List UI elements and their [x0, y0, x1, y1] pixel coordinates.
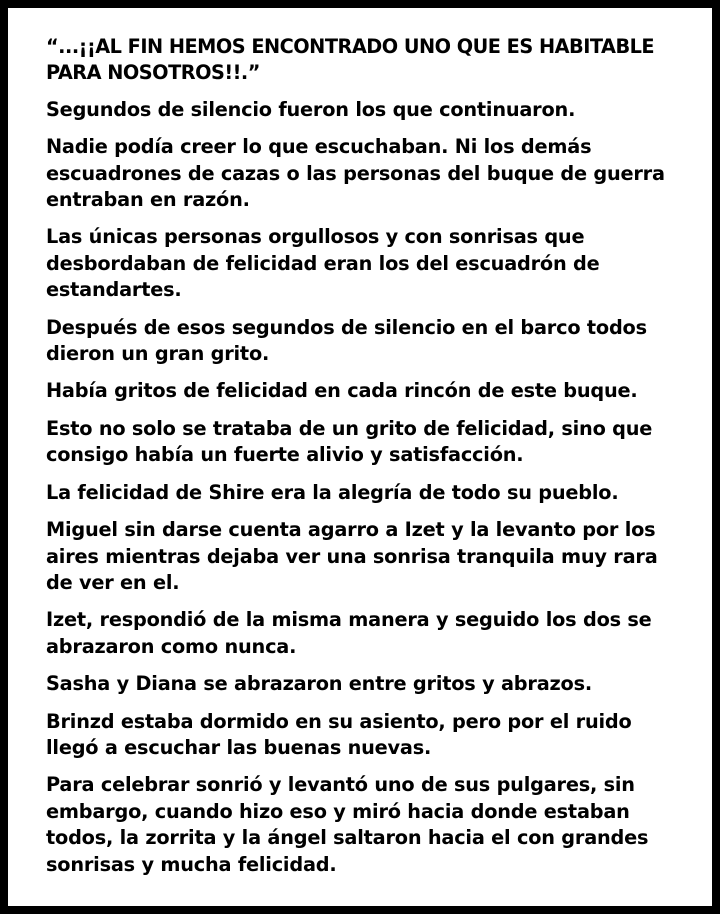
- paragraph-silence: Segundos de silencio fueron los que continuaron.: [46, 97, 576, 121]
- paragraph-brinzd-asleep: Brinzd estaba dormido en su asiento, pero por el ruido llegó a escuchar las buenas nuevas.: [46, 709, 632, 759]
- paragraph-miguel-izet: Miguel sin darse cuenta agarro a Izet y la levanto por los aires mientras dejaba ver una sonrisa tranquila muy rara de ver en el.: [46, 518, 658, 594]
- paragraph-relief: Esto no solo se trataba de un grito de felicidad, sino que consigo había un fuerte alivio y satisfacción.: [46, 416, 653, 467]
- paragraph-shouts-everywhere: Había gritos de felicidad en cada rincón de este buque.: [46, 379, 638, 403]
- paragraph-izet-hug: Izet, respondió de la misma manera y seguido los dos se abrazaron como nunca.: [46, 608, 652, 658]
- paragraph-great-shout: Después de esos segundos de silencio en el barco todos dieron un gran grito.: [46, 315, 647, 366]
- paragraph-shire-joy: La felicidad de Shire era la alegría de todo su pueblo.: [46, 480, 619, 504]
- paragraph-sasha-diana: Sasha y Diana se abrazaron entre gritos y abrazos.: [46, 672, 592, 696]
- paragraph-celebration: Para celebrar sonrió y levantó uno de sus pulgares, sin embargo, cuando hizo eso y miró hacia donde estaban todos, la zorrita y la ángel saltaron hacia el con grandes sonrisas y mucha felicidad.: [46, 773, 649, 876]
- document-page: [8, 8, 712, 906]
- paragraph-exclamation: “...¡¡AL FIN HEMOS ENCONTRADO UNO QUE ES HABITABLE PARA NOSOTROS!!.”: [46, 35, 655, 85]
- paragraph-disbelief: Nadie podía creer lo que escuchaban. Ni los demás escuadrones de cazas o las personas del buque de guerra entraban en razón.: [46, 135, 665, 212]
- paragraph-proud-squadron: Las únicas personas orgullosos y con sonrisas que desbordaban de felicidad eran los del escuadrón de estandartes.: [46, 225, 600, 302]
